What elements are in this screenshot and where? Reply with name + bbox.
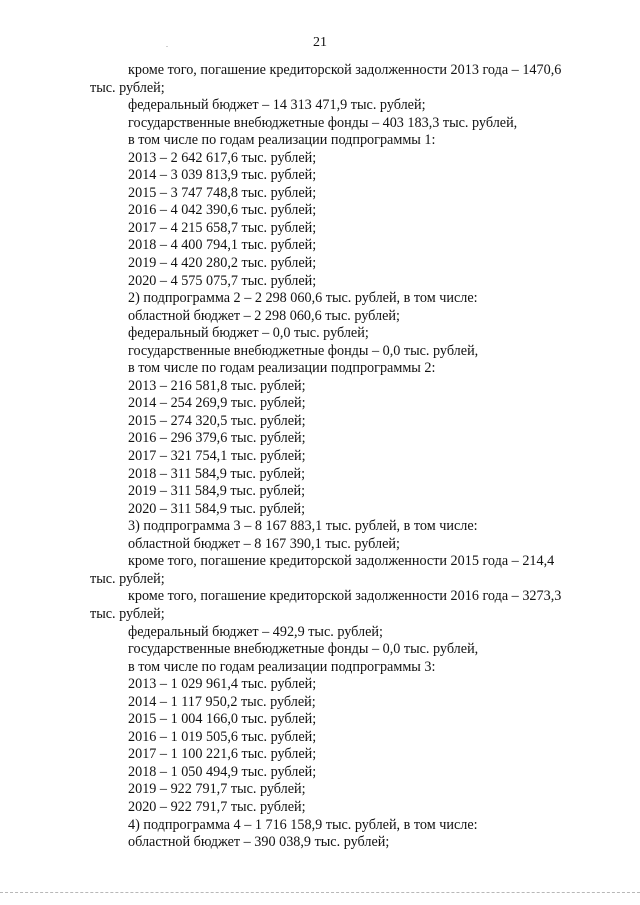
text-line: 2019 – 311 584,9 тыс. рублей; <box>128 483 306 500</box>
text-line: 2014 – 1 117 950,2 тыс. рублей; <box>128 693 316 710</box>
text-line: 2015 – 1 004 166,0 тыс. рублей; <box>128 711 317 728</box>
text-line: 2016 – 296 379,6 тыс. рублей; <box>128 430 306 447</box>
text-line: в том числе по годам реализации подпрограммы 2: <box>128 360 436 377</box>
text-line: 2016 – 1 019 505,6 тыс. рублей; <box>128 728 317 745</box>
text-line: 2017 – 4 215 658,7 тыс. рублей; <box>128 219 317 236</box>
text-line: в том числе по годам реализации подпрограммы 3: <box>128 658 436 675</box>
text-line: 2018 – 4 400 794,1 тыс. рублей; <box>128 237 317 254</box>
text-line: 2013 – 2 642 617,6 тыс. рублей; <box>128 149 317 166</box>
text-line: кроме того, погашение кредиторской задолженности 2016 года – 3273,3 <box>128 588 562 605</box>
text-line: 2015 – 3 747 748,8 тыс. рублей; <box>128 184 317 201</box>
text-line: федеральный бюджет – 492,9 тыс. рублей; <box>128 623 383 640</box>
document-body <box>90 62 590 852</box>
text-line: областной бюджет – 2 298 060,6 тыс. рублей; <box>128 307 400 324</box>
text-line: 2020 – 4 575 075,7 тыс. рублей; <box>128 272 317 289</box>
text-line: кроме того, погашение кредиторской задолженности 2015 года – 214,4 <box>128 553 555 570</box>
text-line: тыс. рублей; <box>90 79 165 96</box>
text-line: 2019 – 922 791,7 тыс. рублей; <box>128 781 306 798</box>
text-line: федеральный бюджет – 0,0 тыс. рублей; <box>128 325 369 342</box>
text-line: 2014 – 3 039 813,9 тыс. рублей; <box>128 167 317 184</box>
text-line: в том числе по годам реализации подпрограммы 1: <box>128 132 436 149</box>
text-line: 2020 – 311 584,9 тыс. рублей; <box>128 500 306 517</box>
text-line: 2) подпрограмма 2 – 2 298 060,6 тыс. рублей, в том числе: <box>128 290 478 307</box>
text-line: 2018 – 311 584,9 тыс. рублей; <box>128 465 306 482</box>
text-line: 2014 – 254 269,9 тыс. рублей; <box>128 395 306 412</box>
footer-rule <box>0 892 640 893</box>
text-line: кроме того, погашение кредиторской задолженности 2013 года – 1470,6 <box>128 62 562 78</box>
text-line: 3) подпрограмма 3 – 8 167 883,1 тыс. рублей, в том числе: <box>128 518 478 535</box>
text-line: 2015 – 274 320,5 тыс. рублей; <box>128 412 306 429</box>
text-line: 2019 – 4 420 280,2 тыс. рублей; <box>128 255 317 272</box>
text-line: 2018 – 1 050 494,9 тыс. рублей; <box>128 763 317 780</box>
text-line: государственные внебюджетные фонды – 0,0 тыс. рублей, <box>128 342 479 359</box>
scan-speck <box>166 46 168 47</box>
text-line: 2017 – 1 100 221,6 тыс. рублей; <box>128 746 317 763</box>
text-line: федеральный бюджет – 14 313 471,9 тыс. рублей; <box>128 97 426 114</box>
text-line: государственные внебюджетные фонды – 403 183,3 тыс. рублей, <box>128 114 518 131</box>
text-line: тыс. рублей; <box>90 570 165 587</box>
text-line: областной бюджет – 8 167 390,1 тыс. рублей; <box>128 535 400 552</box>
text-line: 2020 – 922 791,7 тыс. рублей; <box>128 798 306 815</box>
text-line: 2013 – 1 029 961,4 тыс. рублей; <box>128 676 317 693</box>
text-line: государственные внебюджетные фонды – 0,0 тыс. рублей, <box>128 641 479 658</box>
text-line: областной бюджет – 390 038,9 тыс. рублей; <box>128 834 390 851</box>
text-line: 2013 – 216 581,8 тыс. рублей; <box>128 377 306 394</box>
text-line: тыс. рублей; <box>90 605 165 622</box>
page-number: 21 <box>313 35 327 50</box>
text-line: 2017 – 321 754,1 тыс. рублей; <box>128 448 306 465</box>
text-line: 2016 – 4 042 390,6 тыс. рублей; <box>128 202 317 219</box>
text-line: 4) подпрограмма 4 – 1 716 158,9 тыс. рублей, в том числе: <box>128 816 478 833</box>
